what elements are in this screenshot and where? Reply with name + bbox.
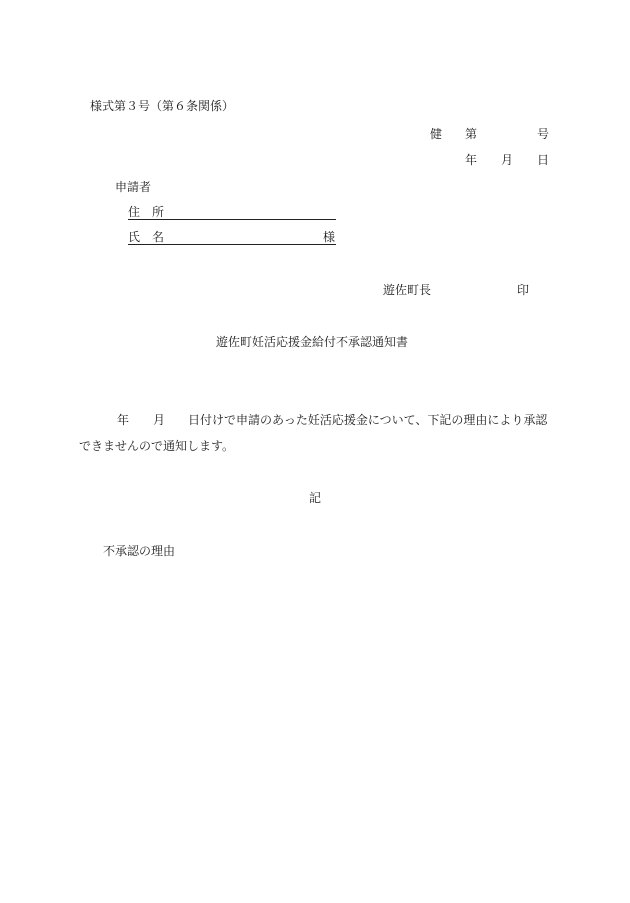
issuer-name: 遊佐町長 bbox=[383, 283, 432, 297]
body-month: 月 bbox=[153, 413, 166, 427]
address-label: 住 所 bbox=[128, 205, 165, 219]
date-year: 年 bbox=[465, 153, 478, 167]
reason-label: 不承認の理由 bbox=[103, 544, 176, 558]
applicant-label: 申請者 bbox=[115, 180, 152, 194]
doc-number-dai: 第 bbox=[465, 127, 478, 141]
form-number: 様式第３号（第６条関係） bbox=[90, 99, 235, 113]
date-month: 月 bbox=[501, 153, 514, 167]
name-underline bbox=[128, 244, 336, 245]
ki-heading: 記 bbox=[309, 491, 322, 505]
honorific: 様 bbox=[323, 230, 336, 244]
doc-number-prefix: 健 bbox=[430, 127, 443, 141]
address-underline bbox=[128, 219, 336, 220]
body-line2: できませんので通知します。 bbox=[79, 439, 235, 453]
body-year: 年 bbox=[117, 413, 130, 427]
body-line1: 日付けで申請のあった妊活応援金について、下記の理由により承認 bbox=[188, 413, 548, 427]
date-day: 日 bbox=[537, 153, 550, 167]
document-title: 遊佐町妊活応援金給付不承認通知書 bbox=[216, 335, 409, 349]
name-label: 氏 名 bbox=[128, 230, 165, 244]
doc-number-go: 号 bbox=[537, 127, 550, 141]
seal-mark: 印 bbox=[517, 283, 530, 297]
